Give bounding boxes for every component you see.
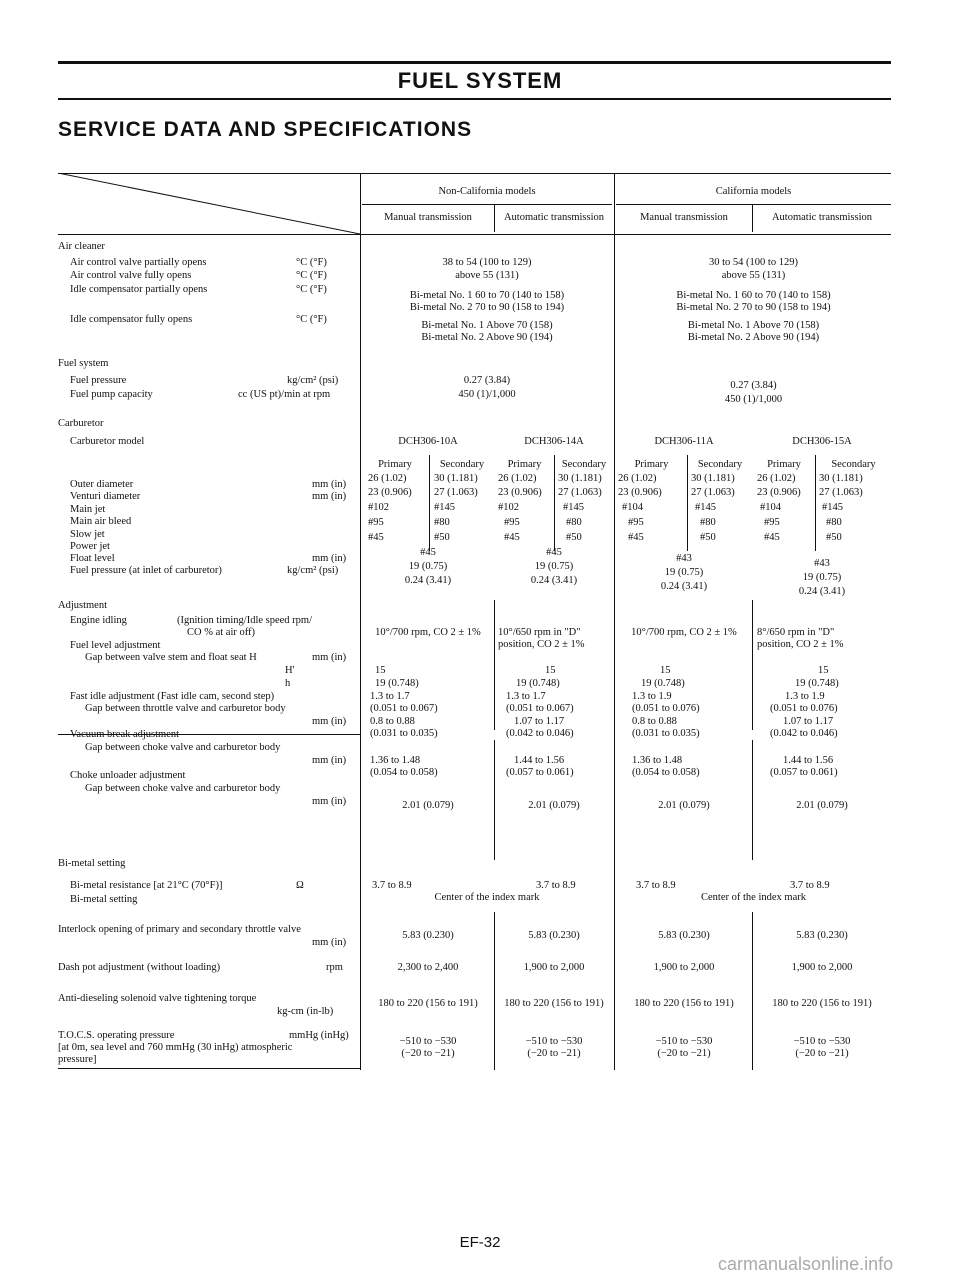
val-vba-2: 1.44 to 1.56 [514,755,565,766]
col1-vd-p: 23 (0.906) [368,487,412,498]
unit-venturi-diameter: mm (in) [312,491,347,502]
label-tocs-3: pressure] [58,1054,97,1065]
col1-sj-s: #50 [434,532,450,543]
unit-tocs: mmHg (inHg) [289,1030,349,1041]
col2-od-s: 30 (1.181) [558,473,602,484]
val-ad-4: 180 to 220 (156 to 191) [772,998,872,1009]
col3-vd-s: 27 (1.063) [691,487,735,498]
col2-mab-s: #80 [566,517,582,528]
val-H-1: 15 [375,665,386,676]
val-Hp-1: 19 (0.748) [375,678,419,689]
val-idle-1: 10°/700 rpm, CO 2 ± 1% [375,627,481,638]
label-slow-jet: Slow jet [70,529,105,540]
col2-mab-p: #95 [504,517,520,528]
col1-vd-s: 27 (1.063) [434,487,478,498]
unit-air1: °C (°F) [296,257,327,268]
col3-mab-p: #95 [628,517,644,528]
col4-mab-p: #95 [764,517,780,528]
val-io-3: 5.83 (0.230) [658,930,710,941]
val-c-air3a: Bi-metal No. 1 60 to 70 (140 to 158) [676,290,831,301]
val-nc-pump-capacity: 450 (1)/1,000 [458,389,516,400]
col-divider-label-lower [360,734,361,1070]
val-H-2: 15 [545,665,556,676]
col4-sj-s: #50 [826,532,842,543]
val-fia-1: 0.8 to 0.88 [370,716,415,727]
val-nc-air3a: Bi-metal No. 1 60 to 70 (140 to 158) [409,290,565,301]
val-io-4: 5.83 (0.230) [796,930,848,941]
label-engine-idling: Engine idling [70,615,127,626]
col3-fpc: 0.24 (3.41) [660,581,708,592]
col2-sj-p: #45 [504,532,520,543]
val-dp-2: 1,900 to 2,000 [523,962,585,973]
unit-fuel-pressure-carb: kg/cm² (psi) [287,565,339,576]
unit-air3: °C (°F) [296,284,327,295]
val-tocs-3: −510 to −530 [655,1036,713,1047]
val-nc-air4b: Bi-metal No. 2 Above 90 (194) [421,332,553,343]
val-model-3: DCH306-11A [654,436,714,447]
val-tocs-3b: (−20 to −21) [657,1048,711,1059]
col1-od-p: 26 (1.02) [368,473,407,484]
val-idle-3: 10°/700 rpm, CO 2 ± 1% [631,627,737,638]
unit-ohm: Ω [296,880,304,891]
col1-mab-s: #80 [434,517,450,528]
label-air3: Idle compensator partially opens [70,284,208,295]
val-fia-2: 1.07 to 1.17 [514,716,565,727]
col2-mj-p: #102 [498,502,519,513]
adj-lower-divider-1 [494,740,495,860]
val-tocs-2: −510 to −530 [525,1036,583,1047]
val-fia-4: 1.07 to 1.17 [783,716,834,727]
val-model-2: DCH306-14A [524,436,584,447]
label-fuel-pressure-carb: Fuel pressure (at inlet of carburetor) [70,565,222,576]
val-cua-3: 2.01 (0.079) [658,800,710,811]
header-cal: California models [715,186,792,197]
label-engine-idling-2: (Ignition timing/Idle speed rpm/ [177,615,313,626]
col4-mab-s: #80 [826,517,842,528]
label-gap-choke-vb: Gap between choke valve and carburetor body [85,742,281,753]
val-fia-1b: (0.031 to 0.035) [370,728,438,739]
col3-pj: #43 [676,553,692,564]
val-idle-2b: position, CO 2 ± 1% [498,639,585,650]
label-gap-hp: H' [285,665,295,676]
val-h-4: 1.3 to 1.9 [785,691,825,702]
col3-mj-p: #104 [622,502,643,513]
val-dp-4: 1,900 to 2,000 [791,962,853,973]
col3-sj-s: #50 [700,532,716,543]
col4-fpc: 0.24 (3.41) [798,586,846,597]
header-rule [58,98,891,100]
unit-gap-choke-cu: mm (in) [312,796,347,807]
col2-vd-p: 23 (0.906) [498,487,542,498]
section-air-cleaner: Air cleaner [58,241,105,252]
val-bmr-4: 3.7 to 8.9 [790,880,830,891]
val-vba-3: 1.36 to 1.48 [632,755,683,766]
col1-mj-p: #102 [368,502,389,513]
unit-fuel-pressure: kg/cm² (psi) [287,375,339,386]
val-bmr-3: 3.7 to 8.9 [636,880,676,891]
header-cal-mt: Manual transmission [640,212,728,223]
val-nc-air4a: Bi-metal No. 1 Above 70 (158) [421,320,553,331]
unit-gap-choke-vb: mm (in) [312,755,347,766]
val-hb-2: (0.051 to 0.067) [506,703,574,714]
val-c-air1: 30 to 54 (100 to 129) [709,257,798,268]
noncal-sub-rule [362,204,612,205]
val-vba-2b: (0.057 to 0.061) [506,767,574,778]
val-tocs-1b: (−20 to −21) [401,1048,455,1059]
header-noncal: Non-California models [438,186,536,197]
label-float-level: Float level [70,553,115,564]
col2-primary: Primary [507,459,542,470]
header-noncal-at: Automatic transmission [503,212,605,223]
col-divider-noncal-cal-lower [614,734,615,1070]
val-vba-1b: (0.054 to 0.058) [370,767,438,778]
label-air2: Air control valve fully opens [70,270,192,281]
val-c-air4a: Bi-metal No. 1 Above 70 (158) [687,320,820,331]
label-dash-pot: Dash pot adjustment (without loading) [58,962,221,973]
val-hb-4: (0.051 to 0.076) [770,703,838,714]
label-carb-model: Carburetor model [70,436,145,447]
col3-secondary: Secondary [697,459,743,470]
label-main-jet: Main jet [70,504,106,515]
col-divider-noncal-cal [614,173,615,735]
col3-vd-p: 23 (0.906) [618,487,662,498]
col4-od-p: 26 (1.02) [757,473,796,484]
label-gap-hs: h [285,678,291,689]
val-cua-2: 2.01 (0.079) [528,800,580,811]
val-tocs-2b: (−20 to −21) [527,1048,581,1059]
val-ad-3: 180 to 220 (156 to 191) [634,998,734,1009]
label-venturi-diameter: Venturi diameter [70,491,141,502]
col4-fl: 19 (0.75) [802,572,842,583]
col1-mab-p: #95 [368,517,384,528]
val-tocs-4b: (−20 to −21) [795,1048,849,1059]
unit-air4: °C (°F) [296,314,327,325]
label-anti-dieseling: Anti-dieseling solenoid valve tightening torque [58,993,257,1004]
col1-mj-s: #145 [434,502,455,513]
val-vba-4: 1.44 to 1.56 [783,755,834,766]
col1-primary: Primary [378,459,412,470]
section-title: SERVICE DATA AND SPECIFICATIONS [58,118,473,141]
col1-sj-p: #45 [368,532,384,543]
unit-air2: °C (°F) [296,270,327,281]
col4-vd-p: 23 (0.906) [757,487,801,498]
val-io-1: 5.83 (0.230) [402,930,454,941]
col2-secondary: Secondary [561,459,607,470]
unit-gap-h: mm (in) [312,652,347,663]
unit-float-level: mm (in) [312,553,347,564]
label-outer-diameter: Outer diameter [70,479,134,490]
val-fia-3: 0.8 to 0.88 [632,716,677,727]
label-bimetal-resistance: Bi-metal resistance [at 21°C (70°F)] [70,880,223,891]
label-fuel-pressure: Fuel pressure [70,375,127,386]
label-air1: Air control valve partially opens [70,257,207,268]
label-pump-capacity: Fuel pump capacity [70,389,153,400]
val-cua-1: 2.01 (0.079) [402,800,454,811]
col4-pj: #43 [814,558,830,569]
col1-secondary: Secondary [439,459,485,470]
val-bms-c: Center of the index mark [701,892,806,903]
val-H-4: 15 [818,665,829,676]
val-h-2: 1.3 to 1.7 [506,691,546,702]
section-adjustment: Adjustment [58,600,107,611]
val-Hp-2: 19 (0.748) [516,678,560,689]
label-engine-idling-3: CO % at air off) [187,627,256,638]
col2-fl: 19 (0.75) [534,561,574,572]
val-dp-1: 2,300 to 2,400 [397,962,459,973]
unit-gap-throttle: mm (in) [312,716,347,727]
label-gap-h: Gap between valve stem and float seat H [85,652,257,663]
col4-mj-s: #145 [822,502,843,513]
col2-fpc: 0.24 (3.41) [530,575,578,586]
col3-od-p: 26 (1.02) [618,473,657,484]
val-nc-air1: 38 to 54 (100 to 129) [442,257,532,268]
col4-vd-s: 27 (1.063) [819,487,863,498]
col4-od-s: 30 (1.181) [819,473,863,484]
page-number: EF-32 [459,1234,501,1251]
col4-primary: Primary [767,459,801,470]
val-hb-1: (0.051 to 0.067) [370,703,438,714]
header-diagonal [58,173,360,235]
val-h-1: 1.3 to 1.7 [370,691,410,702]
label-tocs: T.O.C.S. operating pressure [58,1030,175,1041]
val-cua-4: 2.01 (0.079) [796,800,848,811]
col1-od-s: 30 (1.181) [434,473,478,484]
label-gap-choke-cu: Gap between choke valve and carburetor body [85,783,281,794]
col3-od-s: 30 (1.181) [691,473,735,484]
val-bmr-1: 3.7 to 8.9 [372,880,412,891]
val-c-pump-capacity: 450 (1)/1,000 [724,394,783,405]
val-nc-fuel-pressure: 0.27 (3.84) [463,375,511,386]
val-c-air2: above 55 (131) [721,270,786,281]
adj-lower-divider-2 [752,740,753,860]
top-rule [58,61,891,64]
val-nc-air2: above 55 (131) [455,270,519,281]
val-H-3: 15 [660,665,671,676]
val-tocs-4: −510 to −530 [793,1036,851,1047]
col2-sj-s: #50 [566,532,582,543]
label-fuel-level-adj: Fuel level adjustment [70,640,161,651]
val-h-3: 1.3 to 1.9 [632,691,672,702]
col2-pj: #45 [546,547,562,558]
val-fia-4b: (0.042 to 0.046) [770,728,838,739]
col3-fl: 19 (0.75) [664,567,704,578]
header-noncal-mt: Manual transmission [384,212,472,223]
label-air4: Idle compensator fully opens [70,314,193,325]
adj-divider-1 [494,600,495,730]
val-ad-2: 180 to 220 (156 to 191) [504,998,604,1009]
unit-pump-capacity: cc (US pt)/min at rpm [238,389,331,400]
col3-mj-s: #145 [695,502,716,513]
val-c-fuel-pressure: 0.27 (3.84) [730,380,777,391]
val-c-air4b: Bi-metal No. 2 Above 90 (194) [687,332,820,343]
label-choke-unloader: Choke unloader adjustment [70,770,186,781]
val-ad-1: 180 to 220 (156 to 191) [378,998,478,1009]
col4-sj-p: #45 [764,532,780,543]
val-io-2: 5.83 (0.230) [528,930,580,941]
val-hb-3: (0.051 to 0.076) [632,703,700,714]
adj-divider-2 [752,600,753,730]
label-main-air-bleed: Main air bleed [70,516,132,527]
col1-fpc: 0.24 (3.41) [404,575,452,586]
val-c-air3b: Bi-metal No. 2 70 to 90 (158 to 194) [676,302,831,313]
unit-dash-pot: rpm [326,962,343,973]
val-Hp-4: 19 (0.748) [795,678,839,689]
val-idle-2a: 10°/650 rpm in "D" [498,627,581,638]
chapter-title: FUEL SYSTEM [397,68,563,93]
label-power-jet: Power jet [70,541,110,552]
col-divider-label [360,173,361,735]
col3-sj-p: #45 [628,532,644,543]
label-interlock: Interlock opening of primary and secondary throttle valve [58,924,301,935]
cal-sub-rule [616,204,891,205]
unit-anti-dieseling: kg-cm (in-lb) [277,1006,334,1017]
col4-secondary: Secondary [831,459,876,470]
label-fast-idle: Fast idle adjustment (Fast idle cam, second step) [70,691,275,702]
val-vba-4b: (0.057 to 0.061) [770,767,838,778]
col2-mj-s: #145 [563,502,584,513]
val-model-1: DCH306-10A [398,436,458,447]
val-model-4: DCH306-15A [792,436,852,447]
section-bimetal: Bi-metal setting [58,858,126,869]
col4-mj-p: #104 [760,502,781,513]
label-tocs-2: [at 0m, sea level and 760 mmHg (30 inHg) atmospheric [58,1042,293,1053]
val-bmr-2: 3.7 to 8.9 [536,880,576,891]
val-fia-3b: (0.031 to 0.035) [632,728,700,739]
col3-mab-s: #80 [700,517,716,528]
val-idle-4b: position, CO 2 ± 1% [757,639,844,650]
val-Hp-3: 19 (0.748) [641,678,685,689]
section-fuel-system: Fuel system [58,358,109,369]
val-vba-1: 1.36 to 1.48 [370,755,421,766]
label-gap-throttle: Gap between throttle valve and carburetor body [85,703,286,714]
left-bottom-rule [58,1068,360,1069]
col2-od-p: 26 (1.02) [498,473,537,484]
val-dp-3: 1,900 to 2,000 [653,962,715,973]
val-nc-air3b: Bi-metal No. 2 70 to 90 (158 to 194) [409,302,565,313]
unit-outer-diameter: mm (in) [312,479,347,490]
col1-pj: #45 [420,547,436,558]
val-tocs-1: −510 to −530 [399,1036,457,1047]
val-vba-3b: (0.054 to 0.058) [632,767,700,778]
col1-fl: 19 (0.75) [408,561,448,572]
label-vacuum-break: Vacuum break adjustment [70,729,180,740]
val-idle-4a: 8°/650 rpm in "D" [757,627,835,638]
col2-vd-s: 27 (1.063) [558,487,602,498]
val-fia-2b: (0.042 to 0.046) [506,728,574,739]
unit-interlock: mm (in) [312,937,347,948]
label-bimetal-setting: Bi-metal setting [70,894,138,905]
header-cal-at: Automatic transmission [771,212,873,223]
col3-primary: Primary [634,459,669,470]
val-bms-nc: Center of the index mark [434,892,540,903]
section-carburetor: Carburetor [58,418,104,429]
watermark: carmanualsonline.info [718,1254,894,1274]
